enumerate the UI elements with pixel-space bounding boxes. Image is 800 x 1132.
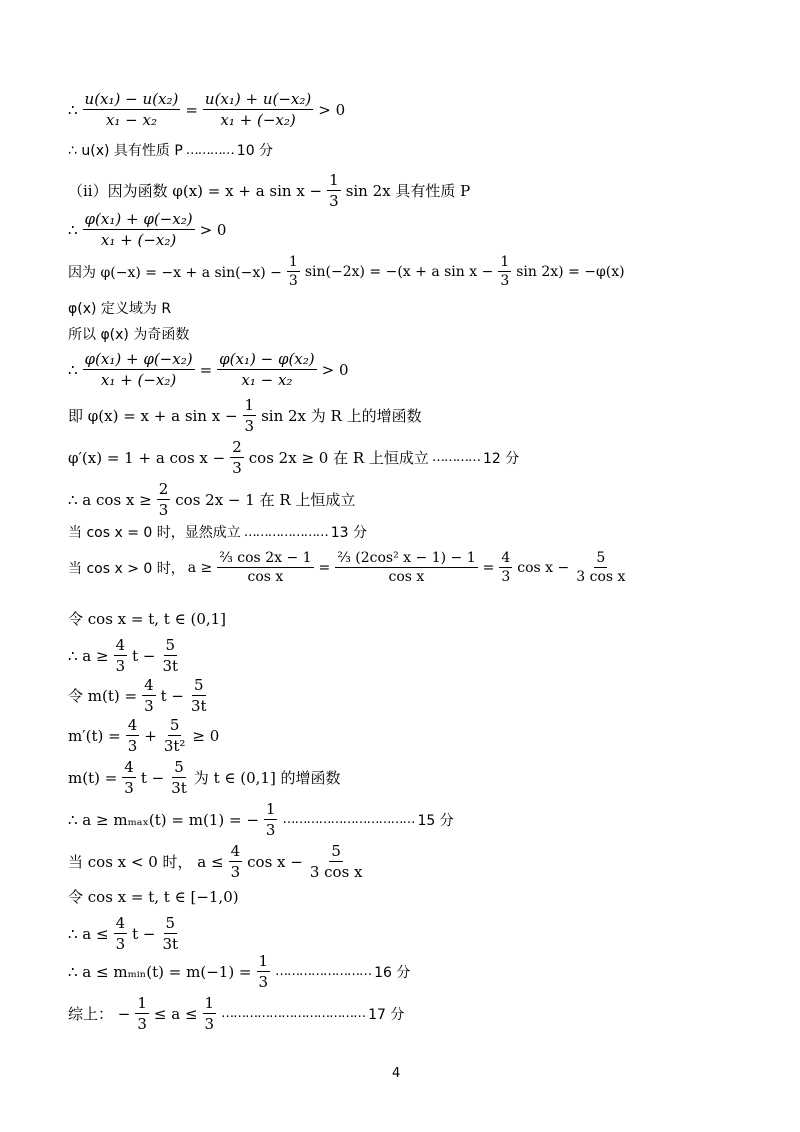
fraction: $\frac{1}{3}$ xyxy=(265,800,276,839)
line-2: ∴ u(x) 具有性质 P ………… 10 分 xyxy=(68,140,273,160)
fraction: $\frac{1}{3}$ xyxy=(329,171,339,210)
fraction: $\frac{1}{3}$ xyxy=(137,994,147,1033)
fraction: $\frac{4}{3}$ xyxy=(501,550,511,585)
fraction: $\frac{\text{φ(x₁) + φ(−x₂)}}{\text{x₁ + (−x₂)}}$ xyxy=(84,350,193,389)
line-5: 因为 φ(−x) = −x + a sin(−x) − $\frac{1}{3}$ sin(−2x) = −(x + a sin x − $\frac{1}{3}$ sin 2x) = −φ(x) xyxy=(68,254,625,289)
fraction: $\frac{4}{3}$ xyxy=(127,716,138,755)
therefore-symbol: ∴ xyxy=(68,100,78,119)
fraction: $\frac{2}{3}$ xyxy=(158,480,169,519)
line-8: ∴ $\frac{\text{φ(x₁) + φ(−x₂)}}{\text{x₁ + (−x₂)}}$ = $\frac{\text{φ(x₁) − φ(x₂)}}{\text{x₁ − x₂}}$ > 0 xyxy=(68,350,349,389)
line-22: ∴ a ≤ $\frac{4}{3}$ t − $\frac{5}{3t}$ xyxy=(68,914,179,953)
fraction: $\frac{\text{u(x₁) − u(x₂)}}{\text{x₁ − x₂}}$ xyxy=(84,90,179,129)
fraction: $\frac{4}{3}$ xyxy=(230,842,241,881)
fraction: $\frac{\text{⅔ cos 2x − 1}}{\text{cos x}}$ xyxy=(219,550,312,585)
line-13: 当 cos x > 0 时， a ≥ $\frac{\text{⅔ cos 2x − 1}}{\text{cos x}}$ = $\frac{\text{⅔ (2cos² x − 1) − 1}}{\text{cos x}}$ = $\frac{4}{3}$ cos x − $\frac{5}{\text{3 cos x}}$ xyxy=(68,550,626,585)
line-4: ∴ $\frac{\text{φ(x₁) + φ(−x₂)}}{\text{x₁ + (−x₂)}}$ > 0 xyxy=(68,210,227,249)
line-17: m′(t) = $\frac{4}{3}$ + $\frac{5}{\text{3t²}}$ ≥ 0 xyxy=(68,716,220,755)
fraction: $\frac{5}{\text{3 cos x}}$ xyxy=(309,842,363,881)
fraction: $\frac{4}{3}$ xyxy=(115,914,126,953)
fraction: $\frac{1}{3}$ xyxy=(500,254,510,289)
line-12: 当 cos x = 0 时，显然成立 ………………… 13 分 xyxy=(68,522,367,542)
fraction: $\frac{\text{u(x₁) + u(−x₂)}}{\text{x₁ + (−x₂)}}$ xyxy=(204,90,312,129)
line-9: 即 φ(x) = x + a sin x − $\frac{1}{3}$ sin 2x 为 R 上的增函数 xyxy=(68,396,422,435)
fraction: $\frac{4}{3}$ xyxy=(124,758,134,797)
line-15: ∴ a ≥ $\frac{4}{3}$ t − $\frac{5}{3t}$ xyxy=(68,636,179,675)
score-label: 13 分 xyxy=(330,525,367,541)
fraction: $\frac{1}{3}$ xyxy=(204,994,215,1033)
fraction: $\frac{2}{3}$ xyxy=(232,438,242,477)
fraction: $\frac{5}{3t}$ xyxy=(171,758,187,797)
fraction: $\frac{\text{φ(x₁) − φ(x₂)}}{\text{x₁ − x₂}}$ xyxy=(219,350,315,389)
line-10: φ′(x) = 1 + a cos x − $\frac{2}{3}$ cos 2x ≥ 0 在 R 上恒成立 ………… 12 分 xyxy=(68,438,520,477)
line-19: ∴ a ≥ mₘₐₓ(t) = m(1) = − $\frac{1}{3}$ …………………………… 15 分 xyxy=(68,800,454,839)
line-24: 综上： − $\frac{1}{3}$ ≤ a ≤ $\frac{1}{3}$ ……………………………… 17 分 xyxy=(68,994,405,1033)
fraction: $\frac{5}{\text{3 cos x}}$ xyxy=(576,550,626,585)
line-1: ∴ $\frac{\text{u(x₁) − u(x₂)}}{\text{x₁ − x₂}}$ = $\frac{\text{u(x₁) + u(−x₂)}}{\text{x₁ + (−x₂)}}$ > 0 xyxy=(68,90,346,129)
fraction: $\frac{\text{⅔ (2cos² x − 1) − 1}}{\text{cos x}}$ xyxy=(337,550,476,585)
line-7: 所以 φ(x) 为奇函数 xyxy=(68,327,190,343)
line-18: m(t) = $\frac{4}{3}$ t − $\frac{5}{3t}$ 为 t ∈ (0,1] 的增函数 xyxy=(68,758,341,797)
fraction: $\frac{1}{3}$ xyxy=(288,254,298,289)
fraction: $\frac{5}{3t}$ xyxy=(162,636,179,675)
line-6: φ(x) 定义域为 R xyxy=(68,301,172,317)
line-11: ∴ a cos x ≥ $\frac{2}{3}$ cos 2x − 1 在 R 上恒成立 xyxy=(68,480,356,519)
line-21: 令 cos x = t, t ∈ [−1,0) xyxy=(68,888,239,906)
fraction: $\frac{5}{\text{3t²}}$ xyxy=(163,716,186,755)
fraction: $\frac{\text{φ(x₁) + φ(−x₂)}}{\text{x₁ + (−x₂)}}$ xyxy=(84,210,193,249)
fraction: $\frac{1}{3}$ xyxy=(244,396,255,435)
line-14: 令 cos x = t, t ∈ (0,1] xyxy=(68,610,227,628)
fraction: $\frac{4}{3}$ xyxy=(144,676,154,715)
score-label: 17 分 xyxy=(368,1006,405,1023)
line-23: ∴ a ≤ mₘᵢₙ(t) = m(−1) = $\frac{1}{3}$ …………………… 16 分 xyxy=(68,952,411,991)
line-16: 令 m(t) = $\frac{4}{3}$ t − $\frac{5}{3t}$ xyxy=(68,676,207,715)
fraction: $\frac{5}{3t}$ xyxy=(162,914,179,953)
fraction: $\frac{4}{3}$ xyxy=(115,636,126,675)
line-20: 当 cos x < 0 时， a ≤ $\frac{4}{3}$ cos x − $\frac{5}{\text{3 cos x}}$ xyxy=(68,842,363,881)
score-label: 16 分 xyxy=(374,964,411,981)
score-label: 10 分 xyxy=(236,143,274,159)
score-label: 15 分 xyxy=(417,812,454,829)
page-number: 4 xyxy=(392,1066,401,1081)
fraction: $\frac{5}{3t}$ xyxy=(190,676,207,715)
line-3: （ii）因为函数 φ(x) = x + a sin x − $\frac{1}{3}$ sin 2x 具有性质 P xyxy=(68,171,471,210)
fraction: $\frac{1}{3}$ xyxy=(258,952,269,991)
score-label: 12 分 xyxy=(482,450,520,467)
